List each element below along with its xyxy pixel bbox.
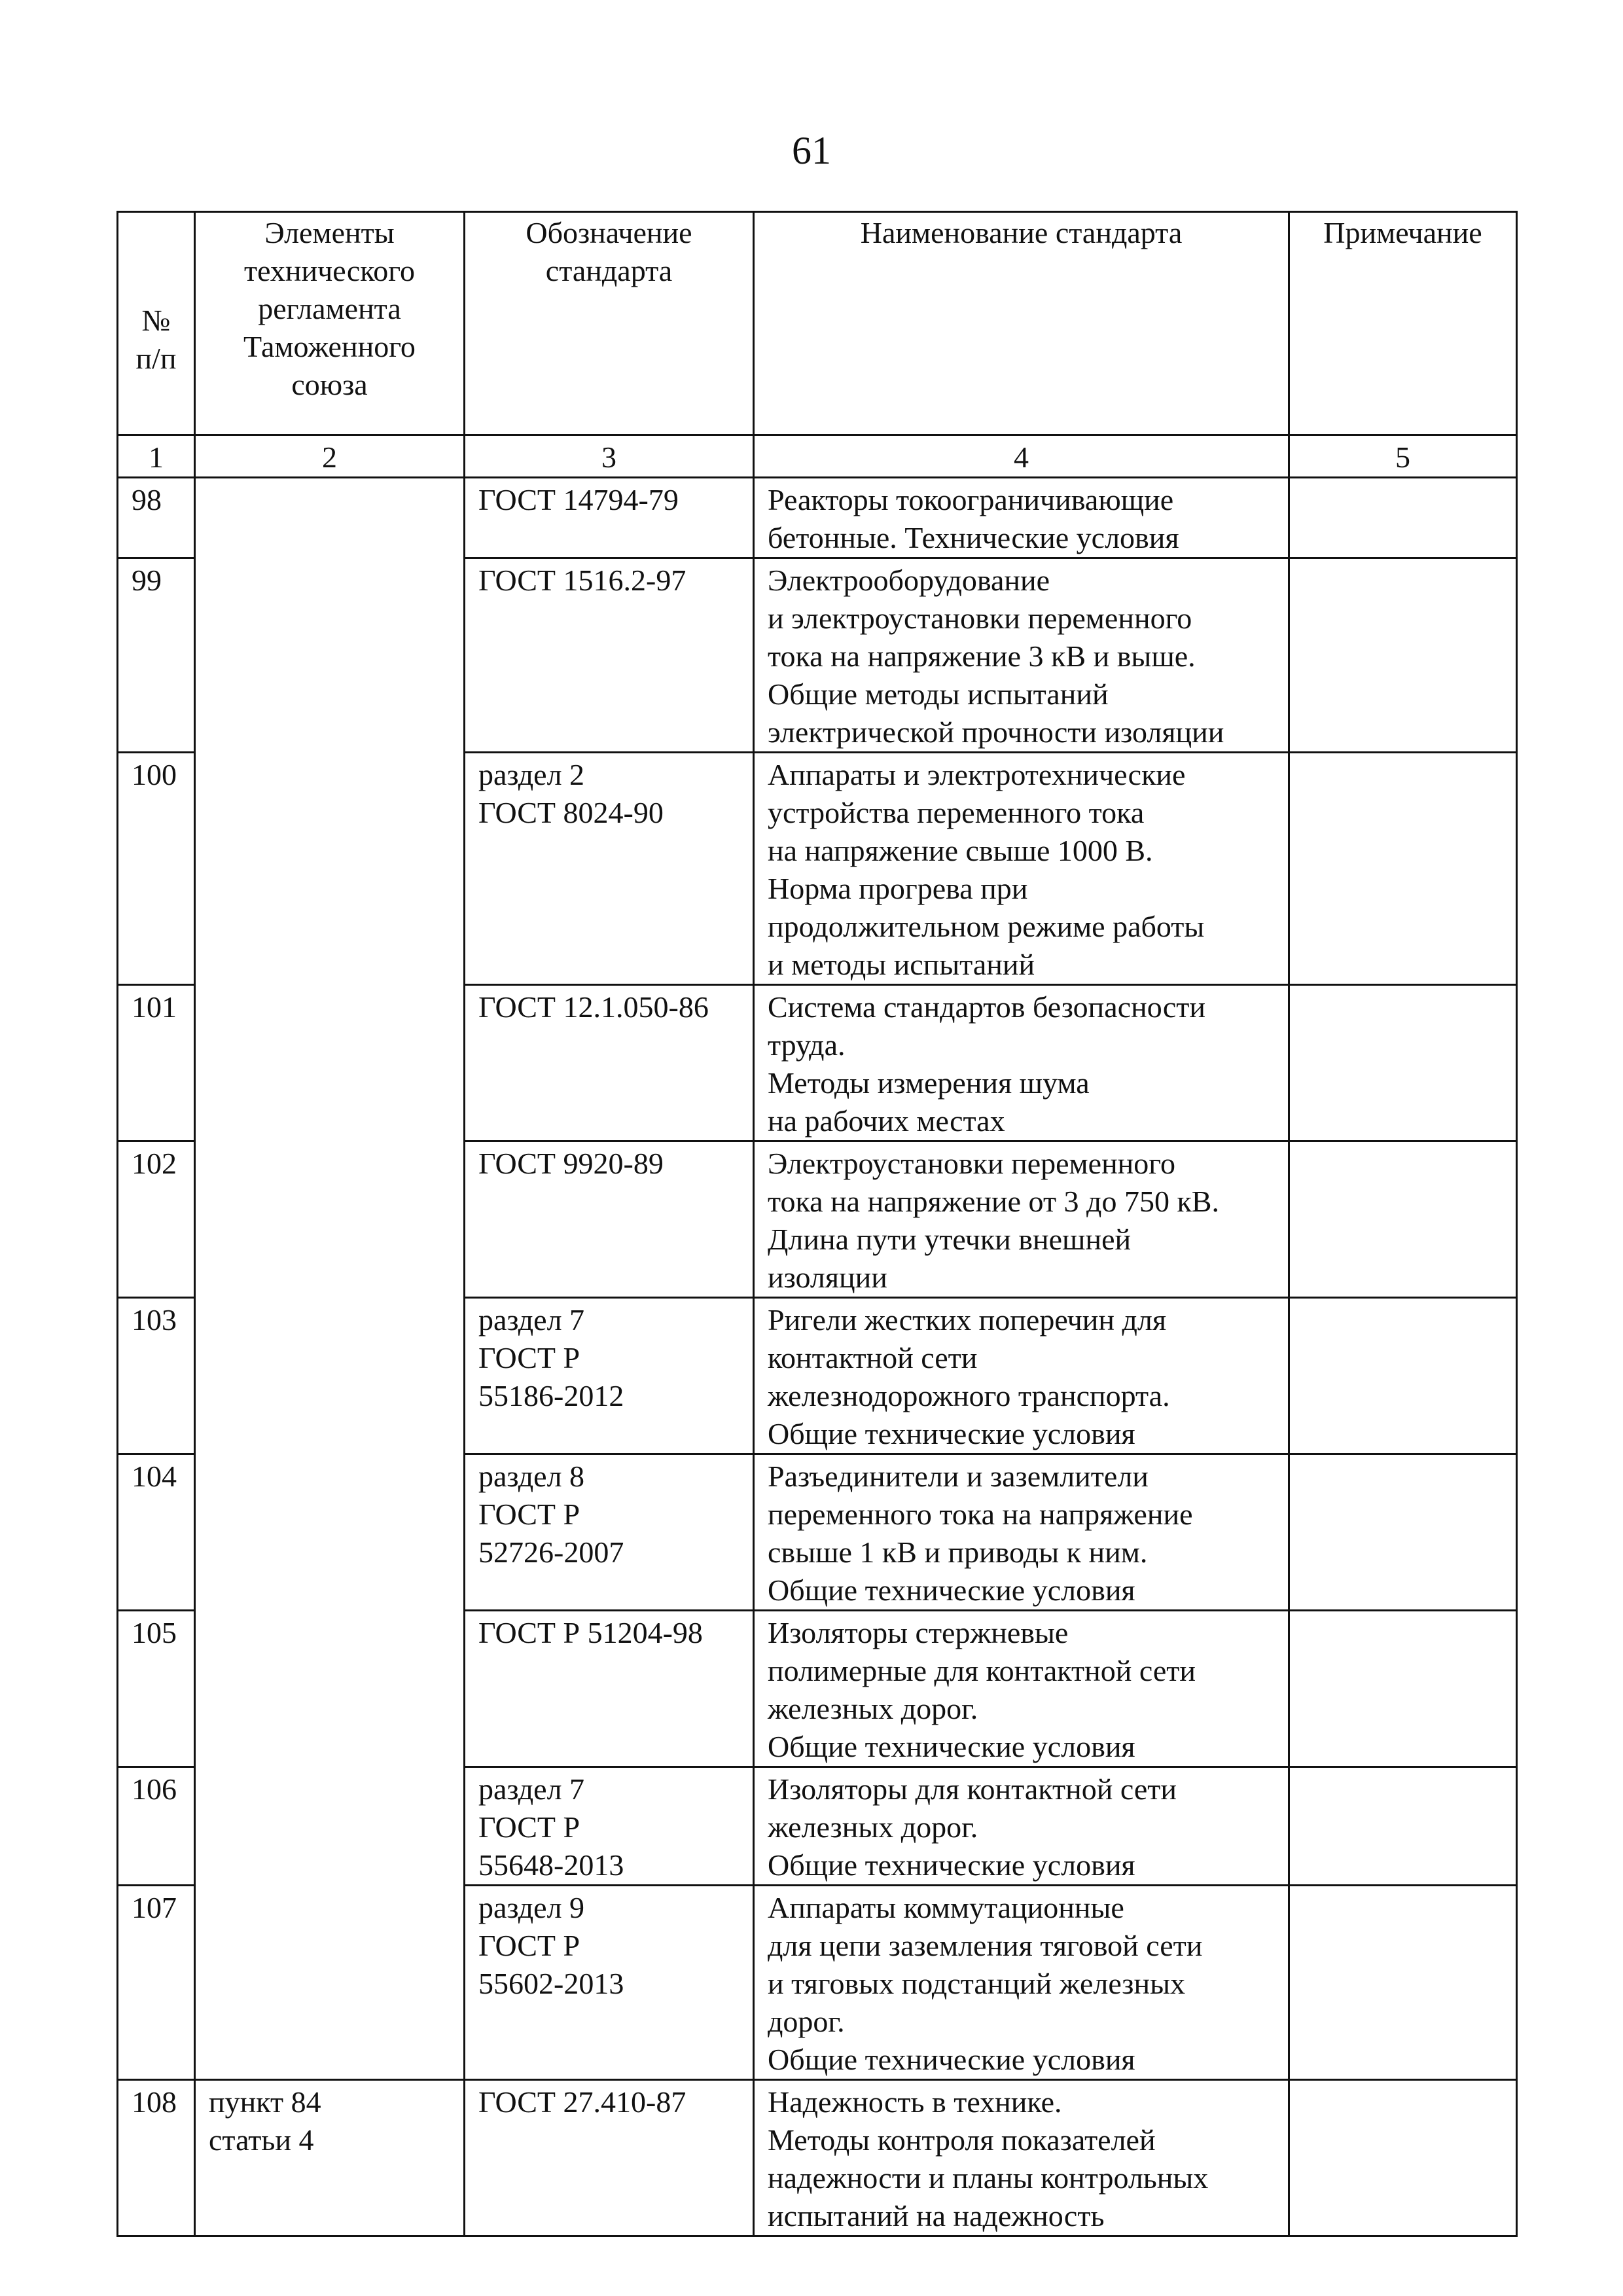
row-number: 103 xyxy=(118,1298,195,1454)
row-number: 106 xyxy=(118,1767,195,1886)
row-standard-name: Электроустановки переменного тока на напряжение от 3 до 750 кВ. Длина пути утечки внешней изоляции xyxy=(754,1141,1289,1298)
page-number: 61 xyxy=(792,129,831,172)
row-designation: раздел 2 ГОСТ 8024-90 xyxy=(465,753,754,985)
row-standard-name: Изоляторы для контактной сети железных дорог. Общие технические условия xyxy=(754,1767,1289,1886)
row-note xyxy=(1289,2080,1517,2236)
header-name: Наименование стандарта xyxy=(754,212,1289,435)
row-number: 98 xyxy=(118,478,195,558)
row-note xyxy=(1289,753,1517,985)
row-number: 108 xyxy=(118,2080,195,2236)
column-number: 3 xyxy=(465,435,754,478)
row-designation: ГОСТ 9920-89 xyxy=(465,1141,754,1298)
row-number: 102 xyxy=(118,1141,195,1298)
row-note xyxy=(1289,1454,1517,1611)
row-standard-name: Реакторы токоограничивающие бетонные. Технические условия xyxy=(754,478,1289,558)
row-note xyxy=(1289,1611,1517,1767)
row-number: 104 xyxy=(118,1454,195,1611)
row-number: 107 xyxy=(118,1886,195,2080)
row-designation: ГОСТ 1516.2-97 xyxy=(465,558,754,753)
row-note xyxy=(1289,1298,1517,1454)
standards-table xyxy=(116,211,1518,2237)
row-number: 105 xyxy=(118,1611,195,1767)
column-number: 5 xyxy=(1289,435,1517,478)
column-number-row xyxy=(118,435,1517,478)
column-number: 4 xyxy=(754,435,1289,478)
row-number: 99 xyxy=(118,558,195,753)
row-note xyxy=(1289,1886,1517,2080)
row-designation: ГОСТ 12.1.050-86 xyxy=(465,985,754,1141)
row-standard-name: Электрооборудование и электроустановки переменного тока на напряжение 3 кВ и выше. Общие методы испытаний электрической прочности изоляции xyxy=(754,558,1289,753)
column-number: 2 xyxy=(195,435,465,478)
row-standard-name: Ригели жестких поперечин для контактной сети железнодорожного транспорта. Общие технические условия xyxy=(754,1298,1289,1454)
row-standard-name: Аппараты и электротехнические устройства переменного тока на напряжение свыше 1000 В. Норма прогрева при продолжительном режиме работы и методы испытаний xyxy=(754,753,1289,985)
row-standard-name: Надежность в технике. Методы контроля показателей надежности и планы контрольных испытаний на надежность xyxy=(754,2080,1289,2236)
row-number: 101 xyxy=(118,985,195,1141)
row-note xyxy=(1289,558,1517,753)
row-designation: раздел 7 ГОСТ Р 55648-2013 xyxy=(465,1767,754,1886)
row-designation: ГОСТ Р 51204-98 xyxy=(465,1611,754,1767)
row-note xyxy=(1289,1767,1517,1886)
table-row xyxy=(118,2080,1517,2236)
header-note: Примечание xyxy=(1289,212,1517,435)
column-number: 1 xyxy=(118,435,195,478)
row-elements-empty xyxy=(195,478,465,2080)
row-number: 100 xyxy=(118,753,195,985)
header-elements: Элементы технического регламента Таможенного союза xyxy=(195,212,465,435)
row-designation: ГОСТ 14794-79 xyxy=(465,478,754,558)
row-standard-name: Система стандартов безопасности труда. Методы измерения шума на рабочих местах xyxy=(754,985,1289,1141)
row-designation: ГОСТ 27.410-87 xyxy=(465,2080,754,2236)
row-note xyxy=(1289,985,1517,1141)
header-row xyxy=(118,212,1517,435)
header-num: № п/п xyxy=(118,212,195,435)
row-standard-name: Разъединители и заземлители переменного тока на напряжение свыше 1 кВ и приводы к ним. Общие технические условия xyxy=(754,1454,1289,1611)
header-designation: Обозначение стандарта xyxy=(465,212,754,435)
row-note xyxy=(1289,478,1517,558)
table-row xyxy=(118,478,1517,558)
row-standard-name: Аппараты коммутационные для цепи заземления тяговой сети и тяговых подстанций железных дорог. Общие технические условия xyxy=(754,1886,1289,2080)
row-note xyxy=(1289,1141,1517,1298)
row-designation: раздел 7 ГОСТ Р 55186-2012 xyxy=(465,1298,754,1454)
row-elements: пункт 84 статьи 4 xyxy=(195,2080,465,2236)
row-designation: раздел 8 ГОСТ Р 52726-2007 xyxy=(465,1454,754,1611)
row-standard-name: Изоляторы стержневые полимерные для контактной сети железных дорог. Общие технические условия xyxy=(754,1611,1289,1767)
row-designation: раздел 9 ГОСТ Р 55602-2013 xyxy=(465,1886,754,2080)
